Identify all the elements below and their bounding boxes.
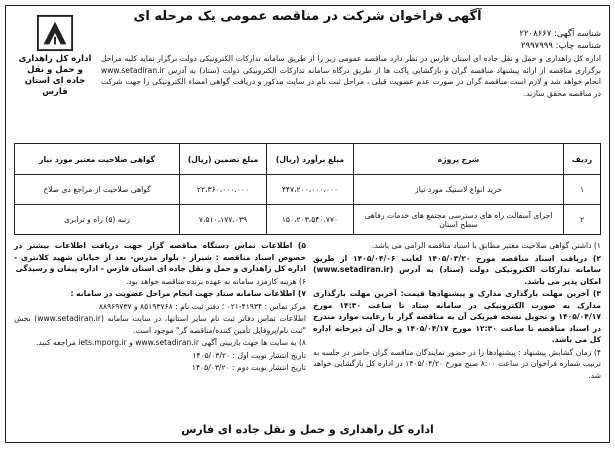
cell-qualification: رتبه (۵) راه و ترابری [15,205,180,235]
cell-project: اجرای آسفالت راه های دسترسی مجتمع های خدمات رفاهی سطح استان [354,205,564,235]
condition-item-4: ۴) زمان گشایش پیشنهاد : پیشنهادها را در حضور نمایندگان مناقصه گران حاضر در جلسه به ترتیب شماره فراخوان در ساعت ۸:۰۰ صبح مورخ ۱۴۰۵/۰۴/۲۰ در اداره کل بازگشایی خواهد شد. [313,347,601,380]
registration-offices-line: اطلاعات تماس دفاتر ثبت نام سایر استانها، در سایت سامانه (www.setadiran.ir) بخش "ثبت نام/پروفایل تأمین کننده/مناقصه گر" موجود است. [14,314,306,335]
cell-guarantee: ۲۲،۳۶۰،۰۰۰،۰۰۰ [180,175,267,205]
cell-project: خرید انواع لاستیک مورد نیاز [354,175,564,205]
notice-id-line [519,28,601,40]
condition-item-5: ۵) اطلاعات تماس دستگاه مناقصه گزار جهت دریافت اطلاعات بیشتر در خصوص اسناد مناقصه : شیراز - بلوار مدرس- بعد از خیابان شهید کلانتری - اداره کل راهداری و حمل و نقل جاده ای استان فارس - اداره پیمان و رسیدگی [14,241,306,273]
print-id-line [519,40,601,52]
intro-paragraph: اداره کل راهداری و حمل و نقل جاده ای استان فارس در نظر دارد مناقصه عمومی زیر را از طریق سامانه تدارکات الکترونیکی دولت برگزار نماید کلیه مراحل برگزاری مناقصه از ارائه پیشنهاد مناقصه گران و بازگشایی پاکت ها از طریق درگاه سامانه تدارکات الکترونیکی دولت (ستاد) به آدرس www.setadiran.ir انجام خواهد شد و لازم است مناقصه گران در صورت عدم عضویت قبلی ، مراحل ثبت نام در سایت مذکور و دریافت گواهی امضاء الکترونیکی را جهت شرکت در مناقصه محقق سازند. [101,54,601,98]
notice-title: آگهی فراخوان شرکت در مناقصه عمومی یک مرحله ای [133,9,482,24]
condition-item-1: ۱) داشتن گواهی صلاحیت معتبر مطابق با اسناد مناقصه الزامی می باشد. [371,241,601,250]
print-id: ۲۹۹۷۹۹۹ [520,41,553,51]
print-id-label: شناسه چاپ: [555,41,601,51]
condition-item-7: ۷) اطلاعات سامانه ستاد جهت انجام مراحل عضویت در سامانه : [70,289,306,298]
table-row [15,205,601,235]
conditions-left-column [14,240,306,375]
tender-table [14,143,601,235]
footer-org-name: اداره کل راهداری و حمل و نقل جاده ای فارس [181,423,434,436]
cell-estimate: ۴۴۷،۲۰۰،۰۰۰،۰۰۰ [267,175,354,205]
notice-id: ۲۲۰۸۶۶۷ [519,29,552,39]
cell-qualification: گواهی صلاحیت از مراجع ذی صلاح [15,175,180,205]
table-header-row [15,144,601,175]
org-name [16,54,94,98]
cell-row-number: ۲ [564,205,601,235]
cell-estimate: ۱۵۰،۲۰۳،۵۴۰،۷۷۰ [267,205,354,235]
second-publication-date: تاریخ انتشار نوبت دوم : ۱۴۰۵/۰۳/۲۰ [191,363,306,372]
condition-item-6: ۶) هزینه کارمزد سامانه به عهده برنده مناقصه خواهد بود. [126,276,306,286]
org-name-line1: اداره کل راهداری و حمل و نقل [18,54,92,75]
first-publication-date: تاریخ انتشار نوبت اول : ۱۴۰۵/۰۳/۲۰ [192,350,306,360]
contact-center-line: مرکز تماس : ۴۱۹۳۴-۰۲۱ ؛ دفتر ثبت نام : ۸۵۱۹۳۷۶۸ و ۸۸۹۶۹۷۳۷ [98,301,306,311]
notice-id-label: شناسه آگهی: [554,29,601,39]
org-name-line2: جاده ای استان فارس [24,76,86,97]
header-qualification: گواهی صلاحیت معتبر مورد نیاز [15,144,180,175]
notice-ids [519,28,601,52]
cell-row-number: ۱ [564,175,601,205]
org-logo-icon [36,14,74,52]
table-row [15,175,601,205]
header-guarantee: مبلغ تضمین (ریال) [180,144,267,175]
condition-item-2: ۲) دریافت اسناد مناقصه مورخ ۱۴۰۵/۰۳/۲۰ لغایت ۱۴۰۵/۰۴/۰۶ از طریق سامانه تدارکات الکترونیکی دولت (ستاد) به آدرس (www.setadiran.ir) امکان پذیر می باشد. [313,253,601,286]
org-logo-block [16,14,94,98]
header-estimate: مبلغ برآورد (ریال) [267,144,354,175]
header-row-number: ردیف [564,144,601,175]
tender-notice [5,5,610,443]
conditions-right-column [313,240,601,382]
cell-guarantee: ۷،۵۱۰،۱۷۷،۰۳۹ [180,205,267,235]
header-project: شرح پروژه [354,144,564,175]
condition-item-8: ۸) به سایت ها جهت بازبینی آگهی www.setadiran.ir و iets.mporg.ir مراجعه کنید. [36,338,306,347]
condition-item-3: ۳) آخرین مهلت بارگذاری مدارک و پیشنهادها قیمت: آخرین مهلت بارگذاری مدارک به صورت الکترونیکی در سامانه ستاد تا ساعت ۱۴:۳۰ مورخ ۱۴۰۵/۰۴/۱۷ و تحویل نسخه فیزیکی آن به مناقصه گزار با رعایت موارد مندرج در اسناد مناقصه تا ساعت ۱۲:۳۰ مورخ ۱۴۰۵/۰۴/۱۷ و حال آن ذیرخانه اداره کل می باشد. [313,289,601,344]
